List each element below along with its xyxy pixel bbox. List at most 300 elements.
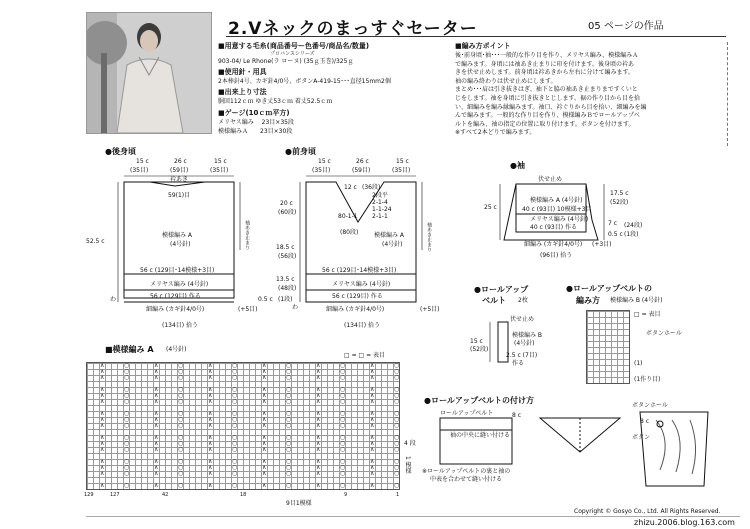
back-round-mark: わ — [110, 296, 117, 303]
pattern-a-stitch-mark: ○ — [124, 458, 130, 465]
pattern-a-stitch-mark: ○ — [124, 422, 130, 429]
pattern-a-stitch-mark: ○ — [286, 458, 292, 465]
rollup-heading-2: ベルト — [482, 296, 506, 305]
back-hem: 細編み (カギ針4/0号) — [146, 306, 205, 313]
pattern-a-stitch-mark: ∧ — [370, 410, 375, 417]
pattern-a-stitch-mark: ○ — [340, 416, 346, 423]
pattern-a-stitch-mark: ○ — [340, 398, 346, 405]
pattern-a-stitch-mark: ○ — [124, 434, 130, 441]
points-line: ※すべて2本どりで編みます。 — [455, 129, 536, 137]
yarn-series: プロバンスシリーズ — [270, 51, 315, 57]
pattern-a-stitch-mark: ○ — [232, 386, 238, 393]
rollup-pattern-b: 模様編み B — [512, 332, 543, 339]
pattern-a-stitch-mark: ∧ — [262, 434, 267, 441]
pattern-a-stitch-mark: ○ — [394, 434, 400, 441]
pattern-a-stitch-mark: ○ — [124, 374, 130, 381]
back-pattern-a: 模様編み A — [162, 232, 193, 239]
pattern-a-stitch-mark: ∧ — [370, 470, 375, 477]
pattern-a-stitch-mark: ○ — [124, 416, 130, 423]
back-pick-up: (134目) 拾う — [162, 322, 199, 329]
pattern-a-stitch-mark: ∧ — [100, 368, 105, 375]
pattern-a-stitch-mark: ○ — [232, 392, 238, 399]
front-top-mid: 26 c — [356, 158, 369, 165]
attach-note-2: 中表を合わせて縫い付ける — [430, 476, 503, 483]
rollup-heading: ●ロールアップ — [474, 285, 529, 294]
pattern-a-stitch-mark: ∧ — [316, 410, 321, 417]
pattern-a-stitch-mark: ○ — [394, 416, 400, 423]
pattern-a-stitch-mark: ∧ — [154, 392, 159, 399]
pattern-a-stitch-mark: ∧ — [370, 362, 375, 369]
back-neck-label: 衿あき — [170, 176, 189, 183]
footer-site: zhizu.2006.blog.163.com — [634, 518, 735, 527]
pattern-a-stitch-mark: ○ — [340, 374, 346, 381]
attach-buttonhole: ボタンホール — [632, 402, 668, 409]
front-neck-rows: (36段) — [362, 184, 381, 191]
pattern-a-stitch-mark: ○ — [178, 422, 184, 429]
points-line: ルトを編み、袖の指定の位置に取り付けます。ボタンを付けます。 — [455, 120, 635, 128]
pattern-a-stitch-mark: ○ — [232, 440, 238, 447]
back-top-right: 15 c — [214, 158, 227, 165]
pattern-a-stitch-mark: ∧ — [316, 368, 321, 375]
pattern-a-stitch-mark: ○ — [286, 422, 292, 429]
points-line: 袖の編み終わりは伏せ止めにします。 — [455, 77, 557, 85]
attach-length: 8 c — [512, 412, 522, 419]
pattern-a-stitch-mark: ○ — [232, 422, 238, 429]
pattern-a-stitch-mark: ○ — [340, 464, 346, 471]
pattern-a-stitch-mark: ○ — [286, 368, 292, 375]
pattern-a-stitch-mark: ∧ — [208, 440, 213, 447]
pattern-a-stitch-mark: ○ — [394, 422, 400, 429]
front-dim-4-rows: (1段) — [278, 296, 293, 303]
pattern-a-stitch-mark: ∧ — [100, 416, 105, 423]
pattern-a-stitch-mark: ∧ — [262, 368, 267, 375]
sleeve-dim-3-rows: (1段) — [624, 231, 639, 238]
pattern-a-stitch-mark: ∧ — [100, 440, 105, 447]
pattern-a-stitch-mark: ∧ — [370, 392, 375, 399]
sleeve-dim-1-rows: (52段) — [610, 199, 629, 206]
front-dim-4: 0.5 c — [258, 296, 273, 303]
back-body-heading: ●後身頃 — [105, 147, 136, 156]
pattern-a-heading: ■模様編み A — [105, 345, 154, 354]
sleeve-dim-3: 0.5 c — [608, 231, 623, 238]
pattern-a-repeat: 9目1模様 — [286, 500, 312, 507]
size-heading: ■出来上り寸法 — [218, 88, 267, 96]
rollup-bind-off: 伏せ止め — [510, 316, 535, 323]
pattern-a-stitch-mark: ○ — [124, 368, 130, 375]
page-reference: 05 ページの作品 — [588, 21, 664, 32]
pattern-a-stitch-mark: ○ — [286, 434, 292, 441]
sleeve-dim-2: 7 c — [608, 220, 618, 227]
rollup-count: 2枚 — [518, 297, 528, 304]
pattern-a-stitch-mark: ∧ — [208, 422, 213, 429]
front-cast-on: 56 c (129目) 作る — [332, 293, 383, 300]
pattern-a-stitch-mark: ∧ — [208, 386, 213, 393]
pattern-a-stitch-mark: ∧ — [262, 374, 267, 381]
pattern-a-needle: (4号針) — [166, 346, 187, 353]
pattern-a-stitch-mark: ∧ — [316, 464, 321, 471]
pattern-a-stitch-mark: ○ — [394, 470, 400, 477]
front-plus-2: (+5目) — [238, 306, 258, 313]
pattern-a-stitch-mark: ○ — [286, 392, 292, 399]
pattern-a-stitch-mark: ∧ — [208, 416, 213, 423]
pattern-a-stitch-mark: ○ — [394, 362, 400, 369]
pattern-a-stitch-mark: ∧ — [370, 374, 375, 381]
pattern-a-stitch-mark: ○ — [178, 368, 184, 375]
pattern-a-stitch-mark: ○ — [394, 374, 400, 381]
attach-note-1: ※ロールアップベルトの裏と袖の — [422, 468, 511, 475]
pattern-a-col-label: 129 — [84, 492, 94, 498]
pattern-a-stitch-mark: ∧ — [100, 374, 105, 381]
sleeve-heading: ●袖 — [510, 161, 525, 170]
pattern-a-stitch-mark: ∧ — [316, 440, 321, 447]
pattern-a-stitch-mark: ○ — [286, 386, 292, 393]
pattern-a-stitch-mark: ∧ — [208, 458, 213, 465]
pattern-a-stitch-mark: ∧ — [370, 386, 375, 393]
pattern-a-stitch-mark: ∧ — [208, 470, 213, 477]
pattern-a-stitch-mark: ∧ — [208, 398, 213, 405]
tools-heading: ■使用針・用具 — [218, 68, 267, 76]
pattern-a-stitch-mark: ○ — [394, 482, 400, 489]
pattern-a-stitch-mark: ∧ — [154, 440, 159, 447]
pattern-a-stitch-mark: ∧ — [262, 410, 267, 417]
front-body-heading: ●前身頃 — [285, 147, 316, 156]
pattern-a-stitch-mark: ○ — [286, 398, 292, 405]
pattern-a-stitch-mark: ∧ — [208, 482, 213, 489]
pattern-a-stitch-mark: ○ — [286, 362, 292, 369]
pattern-a-stitch-mark: ○ — [232, 470, 238, 477]
front-top-right: 15 c — [396, 158, 409, 165]
pattern-a-stitch-mark: ○ — [340, 410, 346, 417]
pattern-a-stitch-mark: ○ — [232, 464, 238, 471]
pattern-a-stitch-mark: ∧ — [100, 386, 105, 393]
points-line: で編みます。身頃には袖あき止まりに印を付けます。後身頃の衿あ — [455, 60, 635, 68]
pattern-a-stitch-mark: ○ — [340, 458, 346, 465]
belt-row-1: (1) — [634, 360, 643, 367]
front-slit-stop: 袖あき止まり — [426, 222, 432, 252]
pattern-a-stitch-mark: ∧ — [316, 422, 321, 429]
belt-chart-heading: ●ロールアップベルトの — [566, 284, 652, 293]
back-pattern-a-needle: (4号針) — [170, 241, 191, 248]
pattern-a-stitch-mark: ∧ — [208, 446, 213, 453]
tools-line: 2本棒針4号、カギ針4/0号、ボタンA-419-15･･･直径15mm2個 — [218, 78, 391, 85]
pattern-a-stitch-mark: ○ — [340, 446, 346, 453]
pattern-a-stitch-mark: ∧ — [100, 392, 105, 399]
pattern-a-stitch-mark: ○ — [286, 482, 292, 489]
pattern-a-stitch-mark: ○ — [232, 446, 238, 453]
front-dim-3: 13.5 c — [276, 276, 295, 283]
sleeve-bind-off: 伏せ止め — [538, 176, 563, 183]
pattern-a-stitch-mark: ∧ — [208, 464, 213, 471]
pattern-a-stitch-mark: ∧ — [208, 392, 213, 399]
pattern-a-stitch-mark: ○ — [178, 482, 184, 489]
pattern-a-stitch-mark: ∧ — [316, 386, 321, 393]
pattern-a-stitch-mark: ∧ — [316, 392, 321, 399]
pattern-a-stitch-mark: ∧ — [100, 362, 105, 369]
pattern-a-stitch-mark: ∧ — [100, 410, 105, 417]
sleeve-cast-on: 40 c (93目) 作る — [530, 224, 577, 231]
pattern-a-stitch-mark: ∧ — [154, 368, 159, 375]
pattern-a-stitch-mark: ○ — [232, 398, 238, 405]
pattern-a-stitch-mark: ∧ — [370, 434, 375, 441]
pattern-a-stitch-mark: ○ — [178, 446, 184, 453]
pattern-a-col-label: 127 — [110, 492, 120, 498]
pattern-a-stitch-mark: ○ — [394, 398, 400, 405]
pattern-a-stitch-mark: ○ — [178, 374, 184, 381]
pattern-a-stitch-mark: ○ — [286, 440, 292, 447]
pattern-a-stitch-mark: ∧ — [370, 464, 375, 471]
pattern-a-col-label: 42 — [162, 492, 169, 498]
front-top-left-count: (35目) — [312, 167, 331, 174]
pattern-a-repeat-rows: 1 模様 — [404, 456, 411, 474]
pattern-a-stitch-mark: ∧ — [208, 368, 213, 375]
pattern-a-stitch-mark: ∧ — [262, 386, 267, 393]
pattern-a-stitch-mark: ∧ — [262, 362, 267, 369]
pattern-a-stitch-mark: ○ — [232, 434, 238, 441]
pattern-a-stitch-mark: ○ — [124, 440, 130, 447]
pattern-a-stitch-mark: ∧ — [100, 434, 105, 441]
front-hem: 細編み (カギ針4/0号) — [326, 306, 385, 313]
back-top-mid: 26 c — [174, 158, 187, 165]
pattern-a-stitch-mark: ○ — [340, 422, 346, 429]
pattern-a-stitch-mark: ○ — [286, 464, 292, 471]
front-plus-1: (+5目) — [420, 306, 440, 313]
pattern-a-stitch-mark: ∧ — [262, 464, 267, 471]
pattern-a-stitch-mark: ○ — [124, 482, 130, 489]
sleeve-length: 25 c — [484, 204, 497, 211]
pattern-a-rows: 4 段 — [404, 440, 416, 447]
pattern-a-stitch-mark: ∧ — [316, 416, 321, 423]
pattern-a-stitch-mark: ○ — [394, 368, 400, 375]
pattern-a-stitch-mark: ∧ — [262, 446, 267, 453]
pattern-a-stitch-mark: ∧ — [208, 362, 213, 369]
pattern-a-stitch-mark: ○ — [178, 458, 184, 465]
pattern-a-stitch-mark: ○ — [124, 410, 130, 417]
gauge-stockinette: メリヤス編み 23目×35段 — [218, 119, 294, 126]
pattern-a-stitch-mark: ○ — [286, 416, 292, 423]
back-mid-width: 56 c (129目･14模様+3目) — [140, 267, 215, 274]
points-heading: ■編み方ポイント — [455, 42, 511, 50]
pattern-a-stitch-mark: ○ — [286, 446, 292, 453]
belt-legend: □ = 表目 — [634, 311, 661, 318]
pattern-a-stitch-mark: ○ — [124, 362, 130, 369]
pattern-a-stitch-mark: ∧ — [154, 422, 159, 429]
sleeve-stockinette: メリヤス編み (4号針) — [530, 216, 589, 223]
pattern-a-stitch-mark: ∧ — [154, 458, 159, 465]
pattern-a-stitch-mark: ∧ — [208, 374, 213, 381]
pattern-a-stitch-mark: ∧ — [370, 398, 375, 405]
pattern-a-stitch-mark: ∧ — [154, 398, 159, 405]
pattern-a-stitch-mark: ∧ — [262, 458, 267, 465]
back-neck-count: 59(1)目 — [168, 192, 191, 199]
pattern-a-stitch-mark: ∧ — [154, 464, 159, 471]
attach-button: ボタン — [632, 434, 651, 441]
attach-sew-center: 袖の中央に縫い付ける — [450, 432, 511, 439]
pattern-a-stitch-mark: ∧ — [100, 464, 105, 471]
pattern-a-stitch-mark: ○ — [178, 416, 184, 423]
pattern-a-stitch-mark: ∧ — [154, 386, 159, 393]
pattern-a-stitch-mark: ∧ — [316, 482, 321, 489]
pattern-a-stitch-mark: ○ — [340, 434, 346, 441]
front-dec-3: 1-1-24 — [372, 206, 392, 213]
pattern-a-stitch-mark: ○ — [340, 482, 346, 489]
pattern-a-stitch-mark: ○ — [124, 464, 130, 471]
pattern-a-stitch-mark: ○ — [286, 374, 292, 381]
pattern-a-stitch-mark: ∧ — [262, 392, 267, 399]
sleeve-pick-up: (96目) 拾う — [540, 252, 573, 259]
pattern-a-stitch-mark: ○ — [178, 440, 184, 447]
pattern-a-stitch-mark: ∧ — [316, 470, 321, 477]
pattern-a-stitch-mark: ∧ — [100, 482, 105, 489]
pattern-a-stitch-mark: ∧ — [370, 440, 375, 447]
front-pattern-a: 模様編み A — [374, 232, 405, 239]
front-dim-2: 18.5 c — [276, 244, 295, 251]
pattern-a-stitch-mark: ○ — [232, 362, 238, 369]
pattern-a-stitch-mark: ∧ — [100, 398, 105, 405]
points-line: んで編みます。一般的な作り目を作り、模様編みＢでロールアップベ — [455, 112, 640, 120]
sleeve-dim-2-rows: (24段) — [624, 222, 643, 229]
pattern-a-stitch-mark: ○ — [124, 392, 130, 399]
back-slit-stop: 袖あき止まり — [244, 220, 250, 250]
pattern-a-stitch-mark: ∧ — [154, 482, 159, 489]
belt-chart-heading-2: 編み方 — [576, 296, 600, 305]
pattern-a-col-label: 1 — [396, 492, 400, 498]
front-top-mid-count: (59目) — [352, 167, 371, 174]
pattern-a-stitch-mark: ○ — [286, 410, 292, 417]
pattern-a-stitch-mark: ∧ — [370, 368, 375, 375]
back-top-left: 15 c — [136, 158, 149, 165]
sleeve-pattern-a: 模様編み A (4号針) — [530, 197, 583, 204]
pattern-a-stitch-mark: ∧ — [262, 422, 267, 429]
pattern-a-stitch-mark: ○ — [178, 386, 184, 393]
points-line: い、細編みを編み縁編みます。袖口、衿ぐりから目を拾い、細編みを編 — [455, 103, 647, 111]
pattern-a-stitch-mark: ○ — [340, 362, 346, 369]
pattern-a-stitch-mark: ∧ — [262, 398, 267, 405]
yarn-line: 903-04/ Le Rhone(ラ ローヌ) (35ｇ玉巻)/325ｇ — [218, 58, 354, 65]
pattern-a-stitch-mark: ○ — [340, 368, 346, 375]
pattern-a-stitch-mark: ∧ — [154, 434, 159, 441]
pattern-a-col-label: 18 — [240, 492, 247, 498]
rollup-pattern-b-needle: (4号針) — [514, 340, 535, 347]
pattern-a-stitch-mark: ○ — [124, 446, 130, 453]
pattern-a-stitch-mark: ○ — [178, 470, 184, 477]
pattern-a-stitch-mark: ○ — [232, 458, 238, 465]
pattern-a-stitch-mark: ∧ — [262, 470, 267, 477]
pattern-a-stitch-mark: ○ — [340, 386, 346, 393]
pattern-a-stitch-mark: ○ — [124, 470, 130, 477]
points-line: じをします。袖を身頃に引き抜きとじします。裾の作り目から目を拾 — [455, 94, 641, 102]
pattern-a-stitch-mark: ∧ — [316, 458, 321, 465]
gauge-pattern: 模様編みＡ 23目×30段 — [218, 128, 293, 135]
pattern-a-stitch-mark: ○ — [232, 374, 238, 381]
back-length: 52.5 c — [86, 238, 105, 245]
pattern-a-stitch-mark: ○ — [340, 470, 346, 477]
pattern-a-stitch-mark: ∧ — [154, 416, 159, 423]
front-round-mark: わ — [292, 304, 299, 311]
front-dec-4: 2-1-1 — [372, 213, 388, 220]
pattern-a-stitch-mark: ∧ — [154, 362, 159, 369]
pattern-a-stitch-mark: ∧ — [100, 422, 105, 429]
pattern-a-stitch-mark: ∧ — [154, 470, 159, 477]
pattern-a-stitch-mark: ○ — [340, 392, 346, 399]
pattern-a-stitch-mark: ∧ — [208, 410, 213, 417]
front-top-left: 15 c — [318, 158, 331, 165]
pattern-a-stitch-mark: ∧ — [262, 416, 267, 423]
front-neck-width: 12 c — [344, 184, 357, 191]
pattern-a-stitch-mark: ∧ — [316, 434, 321, 441]
pattern-a-stitch-mark: ○ — [178, 410, 184, 417]
pattern-a-stitch-mark: ○ — [124, 398, 130, 405]
pattern-a-stitch-mark: ∧ — [100, 458, 105, 465]
front-pattern-a-needle: (4号針) — [382, 241, 403, 248]
pattern-a-stitch-mark: ∧ — [370, 446, 375, 453]
front-dec-5: 80-1-1 — [338, 213, 358, 220]
pattern-a-stitch-mark: ○ — [178, 464, 184, 471]
points-line: 後･前身頃･袖･･･一般的な作り目を作り、メリヤス編み、模様編みＡ — [455, 52, 639, 59]
front-neck-total: (80段) — [340, 229, 359, 236]
pattern-a-stitch-mark: ∧ — [100, 470, 105, 477]
sleeve-hem: 細編み (カギ針4/0号) — [524, 241, 583, 248]
points-line: まとめ･･･肩は引き抜きはぎ、袖下と脇の袖あき止まりまですくいと — [455, 86, 638, 94]
attach-belt-label: ロールアップベルト — [440, 410, 494, 417]
pattern-a-stitch-mark: ∧ — [262, 440, 267, 447]
pattern-a-stitch-mark: ∧ — [154, 374, 159, 381]
front-mid-width: 56 c (129目･14模様+3目) — [322, 267, 397, 274]
pattern-a-stitch-mark: ∧ — [316, 362, 321, 369]
pattern-a-stitch-mark: ∧ — [370, 458, 375, 465]
back-top-right-count: (35目) — [210, 167, 229, 174]
pattern-a-stitch-mark: ∧ — [154, 446, 159, 453]
points-line: きを伏せ止めします。前身頃は衿あきから左右に分けて編みます。 — [455, 69, 635, 77]
pattern-a-stitch-mark: ○ — [232, 416, 238, 423]
pattern-a-stitch-mark: ○ — [394, 446, 400, 453]
sleeve-pattern-a-width: 40 c (93目) 10模様+3目 — [522, 206, 592, 213]
gauge-heading: ■ゲージ(10ｃｍ平方) — [218, 109, 290, 117]
back-cast-on: 56 c (129目) 作る — [150, 293, 201, 300]
pattern-a-stitch-mark: ○ — [178, 392, 184, 399]
footer-rule — [86, 516, 740, 517]
belt-cast-row: (1作り目) — [634, 376, 661, 383]
front-dec-1: 2段平 — [372, 192, 388, 199]
pattern-a-stitch-mark: ○ — [178, 434, 184, 441]
pattern-a-stitch-mark: ○ — [394, 464, 400, 471]
pattern-a-stitch-mark: ∧ — [316, 374, 321, 381]
pattern-a-stitch-mark: ∧ — [154, 410, 159, 417]
yarn-heading: ■用意する毛糸(商品番号ー色番号/商品名/数量) — [218, 42, 370, 50]
pattern-a-stitch-mark: ○ — [286, 470, 292, 477]
front-top-right-count: (35目) — [392, 167, 411, 174]
pattern-a-stitch-mark: ∧ — [316, 398, 321, 405]
pattern-a-stitch-mark: ∧ — [370, 482, 375, 489]
belt-chart-needle: 模様編み B (4号針) — [610, 297, 663, 304]
pattern-a-stitch-mark: ○ — [394, 440, 400, 447]
front-dim-1-rows: (60段) — [278, 209, 297, 216]
front-pick-up: (134目) 拾う — [344, 322, 381, 329]
front-dec-2: 2-1-4 — [372, 199, 388, 206]
pattern-a-stitch-mark: ∧ — [100, 446, 105, 453]
size-line: 胴回112ｃｍ ゆき丈53ｃｍ 着丈52.5ｃｍ — [218, 98, 333, 105]
pattern-a-stitch-mark: ○ — [232, 368, 238, 375]
sleeve-dim-1: 17.5 c — [610, 190, 629, 197]
pattern-a-stitch-mark: ○ — [394, 410, 400, 417]
back-top-mid-count: (59目) — [170, 167, 189, 174]
belt-buttonhole: ボタンホール — [646, 330, 682, 337]
pattern-a-stitch-mark: ∧ — [316, 446, 321, 453]
rollup-cast-on: 作る — [512, 360, 525, 367]
page-title: 2.Vネックのまっすぐセーター — [228, 19, 478, 39]
pattern-a-col-label: 9 — [344, 492, 348, 498]
pattern-a-stitch-mark: ○ — [178, 398, 184, 405]
pattern-a-stitch-mark: ○ — [394, 392, 400, 399]
